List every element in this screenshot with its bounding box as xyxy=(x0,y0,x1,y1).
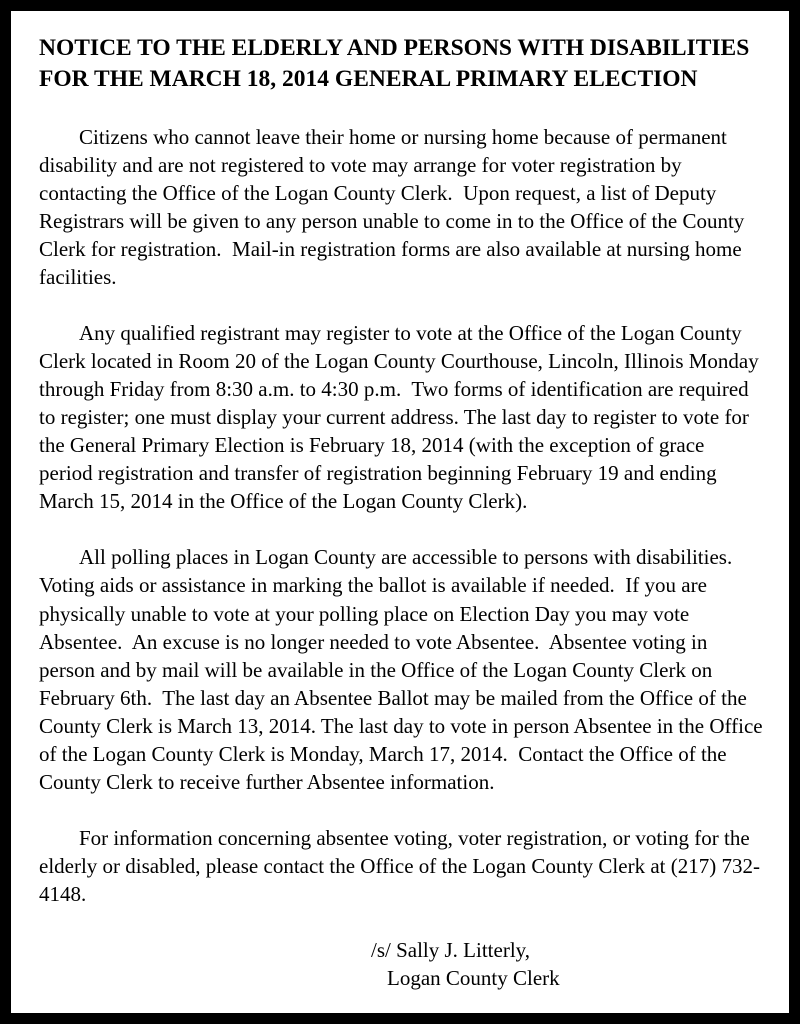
notice-page xyxy=(11,11,789,1013)
paragraph-registration-office: Any qualified registrant may register to vote at the Office of the Logan County Clerk located in Room 20 of the Logan County Courthouse, Lincoln, Illinois Monday through Friday from 8:30 a.m. to 4:30 p.m. Two forms of identification are required to register; one must display your current address. The last day to register to vote for the General Primary Election is February 18, 2014 (with the exception of grace period registration and transfer of registration beginning February 19 and ending March 15, 2014 in the Office of the Logan County Clerk). xyxy=(39,321,764,514)
signature-title: Logan County Clerk xyxy=(387,965,560,990)
paragraph-contact-info: For information concerning absentee voting, voter registration, or voting for the elderly or disabled, please contact the Office of the Logan County Clerk at (217) 732-4148. xyxy=(39,825,760,906)
notice-title: NOTICE TO THE ELDERLY AND PERSONS WITH DISABILITIES FOR THE MARCH 18, 2014 GENERAL PRIMARY ELECTION xyxy=(39,35,756,93)
paragraph-polling-absentee: All polling places in Logan County are accessible to persons with disabilities. Voting aids or assistance in marking the ballot is available if needed. If you are physically unable to vote at your polling place on Election Day you may vote Absentee. An excuse is no longer needed to vote Absentee. Absentee voting in person and by mail will be available in the Office of the Logan County Clerk on February 6th. The last day an Absentee Ballot may be mailed from the Office of the County Clerk is March 13, 2014. The last day to vote in person Absentee in the Office of the Logan County Clerk is Monday, March 17, 2014. Contact the Office of the County Clerk to receive further Absentee information. xyxy=(39,545,768,794)
notice-body xyxy=(33,123,768,908)
signature-block xyxy=(371,936,763,992)
signature-name: /s/ Sally J. Litterly, xyxy=(371,937,531,962)
paragraph-registration-homebound: Citizens who cannot leave their home or nursing home because of permanent disability and are not registered to vote may arrange for voter registration by contacting the Office of the Logan County Clerk. Upon request, a list of Deputy Registrars will be given to any person unable to come in to the Office of the County Clerk for registration. Mail-in registration forms are also available at nursing home facilities. xyxy=(39,125,750,290)
